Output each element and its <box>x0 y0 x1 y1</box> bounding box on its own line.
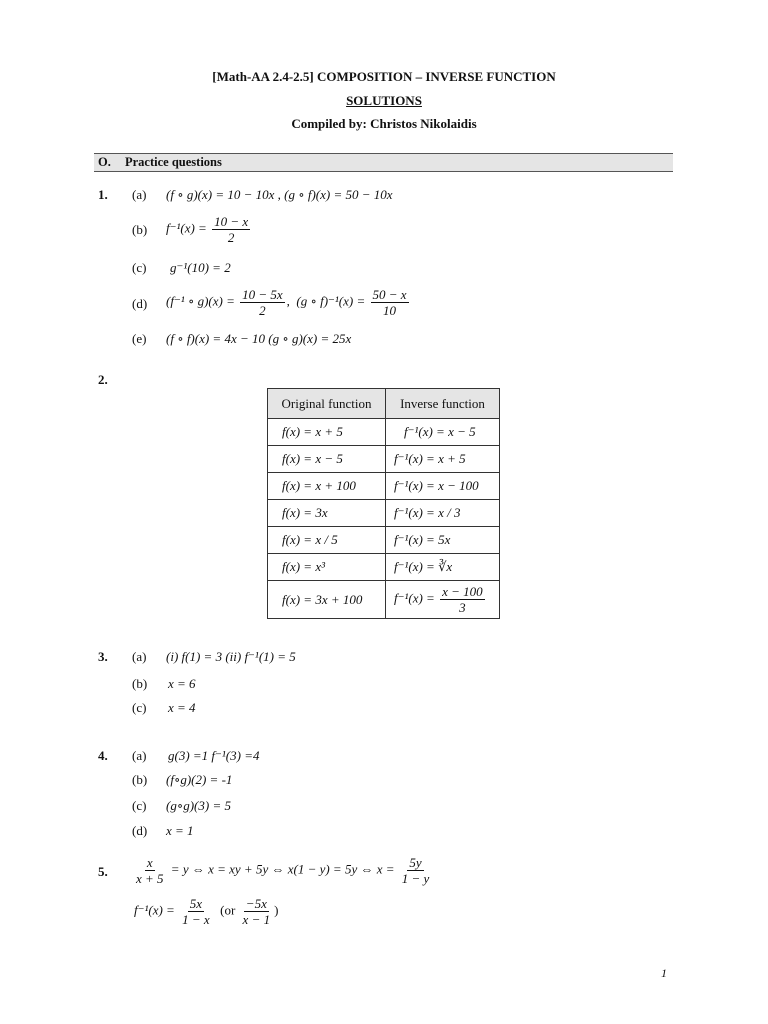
q4b-answer: (f∘g)(2) = -1 <box>166 772 233 787</box>
q3a-answer: (i) f(1) = 3 (ii) f⁻¹(1) = 5 <box>166 649 296 664</box>
q5-fraction1 <box>134 855 166 886</box>
q1d-numerator1: 10 − 5x <box>242 287 283 302</box>
q5-result-numerator1: 5x <box>189 896 202 911</box>
table-row <box>268 554 500 581</box>
q1b-lhs: f⁻¹(x) = <box>166 220 207 236</box>
table-row <box>268 419 500 446</box>
q1a-answer: (f ∘ g)(x) = 10 − 10x , (g ∘ f)(x) = 50 − 10x <box>166 187 393 202</box>
header-inverse: Inverse function <box>386 389 500 419</box>
q5-middle: = y ⇔ x = xy + 5y ⇔ x(1 − y) = 5y ⇔ x = <box>170 861 395 877</box>
inverse-cell <box>386 581 500 619</box>
q1e-answer: (f ∘ f)(x) = 4x − 10 (g ∘ g)(x) = 25x <box>166 331 352 346</box>
q1d-denominator2: 10 <box>383 303 397 318</box>
q4d-label: (d) <box>132 823 148 838</box>
section-title: Practice questions <box>125 155 222 169</box>
q3c-answer: x = 4 <box>168 700 196 715</box>
original-cell: f(x) = x − 5 <box>268 446 386 473</box>
q1c-answer: g⁻¹(10) = 2 <box>170 260 231 275</box>
q3b-answer: x = 6 <box>168 676 196 691</box>
page-number: 1 <box>661 966 667 980</box>
q1b-label: (b) <box>132 222 148 237</box>
document-subtitle: SOLUTIONS <box>346 93 422 108</box>
q1d-numerator2: 50 − x <box>372 287 407 302</box>
inverse-function-table <box>267 388 500 619</box>
document-title: [Math-AA 2.4-2.5] COMPOSITION – INVERSE FUNCTION <box>212 69 556 84</box>
q1a-label: (a) <box>132 187 147 202</box>
q1d-lhs2: (g ∘ f)⁻¹(x) = <box>296 293 366 309</box>
table-row <box>268 446 500 473</box>
section-header <box>94 153 673 172</box>
q1c-label: (c) <box>132 260 147 275</box>
q5-result-lhs: f⁻¹(x) = <box>134 902 175 918</box>
q1d-fraction1 <box>240 287 285 318</box>
q3a-label: (a) <box>132 649 147 664</box>
q3b-label: (b) <box>132 676 148 691</box>
q5-result-fraction1 <box>180 896 212 927</box>
q5-denominator2: 1 − y <box>401 871 430 886</box>
q5-result <box>134 896 278 927</box>
q4c-answer: (g∘g)(3) = 5 <box>166 798 231 813</box>
q1d-answer <box>166 287 411 318</box>
q1b-answer <box>166 214 252 245</box>
inverse-fraction <box>440 584 485 615</box>
original-cell: f(x) = 3x + 100 <box>268 581 386 619</box>
table-row <box>268 473 500 500</box>
header-original: Original function <box>268 389 386 419</box>
q1b-denominator: 2 <box>227 230 235 245</box>
q5-result-denominator1: 1 − x <box>182 912 210 927</box>
q5-or-open: (or <box>220 902 236 918</box>
section-letter: O. <box>98 155 111 169</box>
q4b-label: (b) <box>132 772 148 787</box>
inverse-denominator: 3 <box>459 600 466 615</box>
table-row <box>268 500 500 527</box>
inverse-numerator: x − 100 <box>442 584 483 599</box>
inverse-cell: f⁻¹(x) = 5x <box>386 527 500 554</box>
q5-numerator1: x <box>146 855 153 870</box>
inverse-cell: f⁻¹(x) = x + 5 <box>386 446 500 473</box>
inverse-cell: f⁻¹(x) = ∛x <box>386 554 500 581</box>
table-row <box>268 581 500 619</box>
original-cell: f(x) = x + 5 <box>268 419 386 446</box>
question-4-number: 4. <box>98 748 108 763</box>
inverse-cell: f⁻¹(x) = x − 100 <box>386 473 500 500</box>
compiled-by: Compiled by: Christos Nikolaidis <box>291 116 477 131</box>
q5-denominator1: x + 5 <box>136 871 164 886</box>
q1d-separator: , <box>286 293 290 309</box>
q5-derivation <box>132 855 433 886</box>
q5-result-denominator2: x − 1 <box>242 912 271 927</box>
q1e-label: (e) <box>132 331 147 346</box>
inverse-lhs: f⁻¹(x) = <box>394 590 435 606</box>
original-cell: f(x) = x + 100 <box>268 473 386 500</box>
q1d-fraction2 <box>371 287 409 318</box>
q4d-answer: x = 1 <box>166 823 194 838</box>
original-cell: f(x) = 3x <box>268 500 386 527</box>
q5-close-paren: ) <box>274 902 279 918</box>
inverse-cell: f⁻¹(x) = x / 3 <box>386 500 500 527</box>
question-5-number: 5. <box>98 864 108 879</box>
q3c-label: (c) <box>132 700 147 715</box>
question-3-number: 3. <box>98 649 108 664</box>
table-header-row <box>268 389 500 419</box>
question-2-number: 2. <box>98 372 108 387</box>
q1d-lhs1: (f⁻¹ ∘ g)(x) = <box>166 293 235 309</box>
q1d-label: (d) <box>132 296 148 311</box>
q4a-label: (a) <box>132 748 147 763</box>
inverse-cell: f⁻¹(x) = x − 5 <box>386 419 500 446</box>
original-cell: f(x) = x / 5 <box>268 527 386 554</box>
q5-fraction2 <box>400 855 432 886</box>
q1b-fraction <box>212 214 250 245</box>
q4a-answer: g(3) =1 f⁻¹(3) =4 <box>168 748 260 763</box>
q1b-numerator: 10 − x <box>214 214 249 229</box>
question-1-number: 1. <box>98 187 108 202</box>
original-cell: f(x) = x³ <box>268 554 386 581</box>
q1d-denominator1: 2 <box>259 303 266 318</box>
q4c-label: (c) <box>132 798 147 813</box>
q5-result-fraction2 <box>241 896 273 927</box>
q5-numerator2: 5y <box>409 855 422 870</box>
q5-result-numerator2: −5x <box>245 896 267 911</box>
table-row <box>268 527 500 554</box>
